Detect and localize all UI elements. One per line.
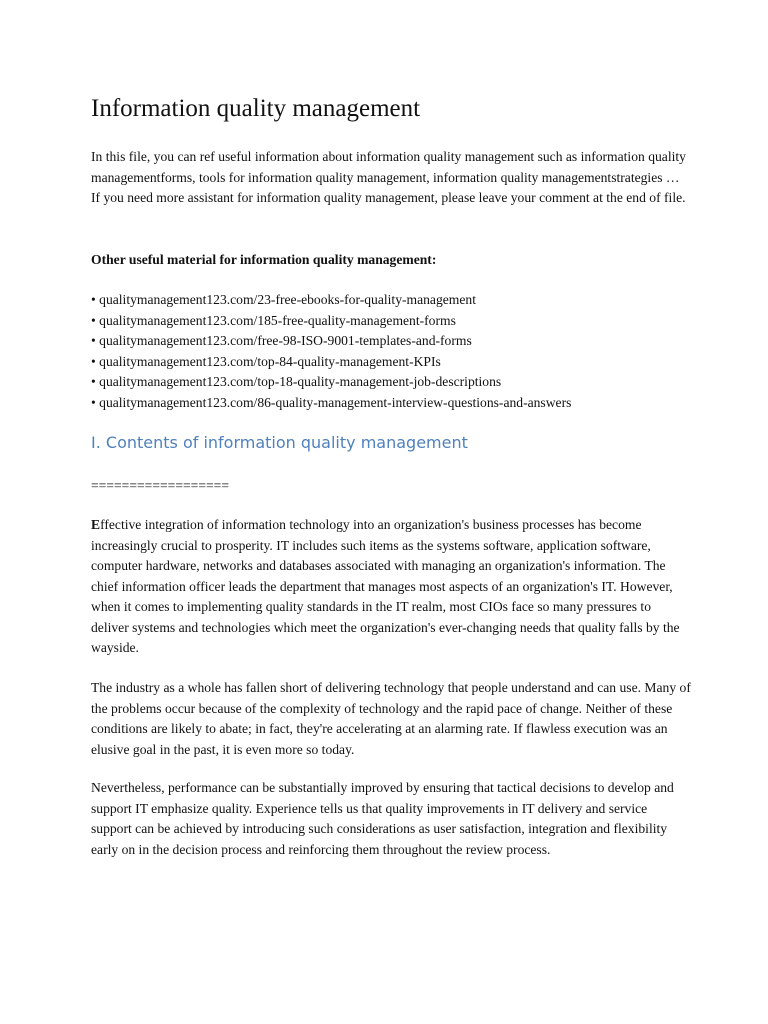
paragraph-text: ffective integration of information technology into an organization's business processes has become increasingly crucial to prosperity. IT includes such items as the systems software, application software, computer hardware, networks and databases associated with managing an organization's information. The chief information officer leads the department that manages most aspects of an organization's IT. However, when it comes to implementing quality standards in the IT realm, most CIOs face so many pressures to deliver systems and technologies which meet the organization's ever-changing needs that quality falls by the wayside. <box>91 517 680 655</box>
list-item: • qualitymanagement123.com/free-98-ISO-9001-templates-and-forms <box>91 333 472 348</box>
section-heading: I. Contents of information quality management <box>91 433 468 452</box>
list-item: • qualitymanagement123.com/top-18-quality-management-job-descriptions <box>91 374 502 389</box>
body-paragraph-1 <box>91 515 691 659</box>
list-item: • qualitymanagement123.com/86-quality-management-interview-questions-and-answers <box>91 394 572 410</box>
list-item: • qualitymanagement123.com/185-free-quality-management-forms <box>91 312 456 328</box>
first-letter: E <box>91 517 101 532</box>
useful-material-heading: Other useful material for information quality management: <box>91 252 437 267</box>
intro-paragraph: In this file, you can ref useful information about information quality management such as information quality managementforms, tools for information quality management, information quality managementstrategies … If you need more assistant for information quality management, please leave your comment at the end of file. <box>91 149 686 205</box>
document-title: Information quality management <box>91 95 421 122</box>
list-item: • qualitymanagement123.com/23-free-ebooks-for-quality-management <box>91 292 476 307</box>
separator-line: ================== <box>91 478 229 493</box>
body-paragraph-3: Nevertheless, performance can be substantially improved by ensuring that tactical decisions to develop and support IT emphasize quality. Experience tells us that quality improvements in IT delivery and service support can be achieved by introducing such considerations as user satisfaction, integration and flexibility early on in the decision process and reinforcing them throughout the review process. <box>91 780 674 857</box>
body-paragraph-2: The industry as a whole has fallen short of delivering technology that people understand and can use. Many of the problems occur because of the complexity of technology and the rapid pace of change. Neither of these conditions are likely to abate; in fact, they're accelerating at an alarming rate. If flawless execution was an elusive goal in the past, it is even more so today. <box>91 680 691 757</box>
useful-links-list <box>91 290 571 413</box>
list-item: • qualitymanagement123.com/top-84-quality-management-KPIs <box>91 353 441 369</box>
